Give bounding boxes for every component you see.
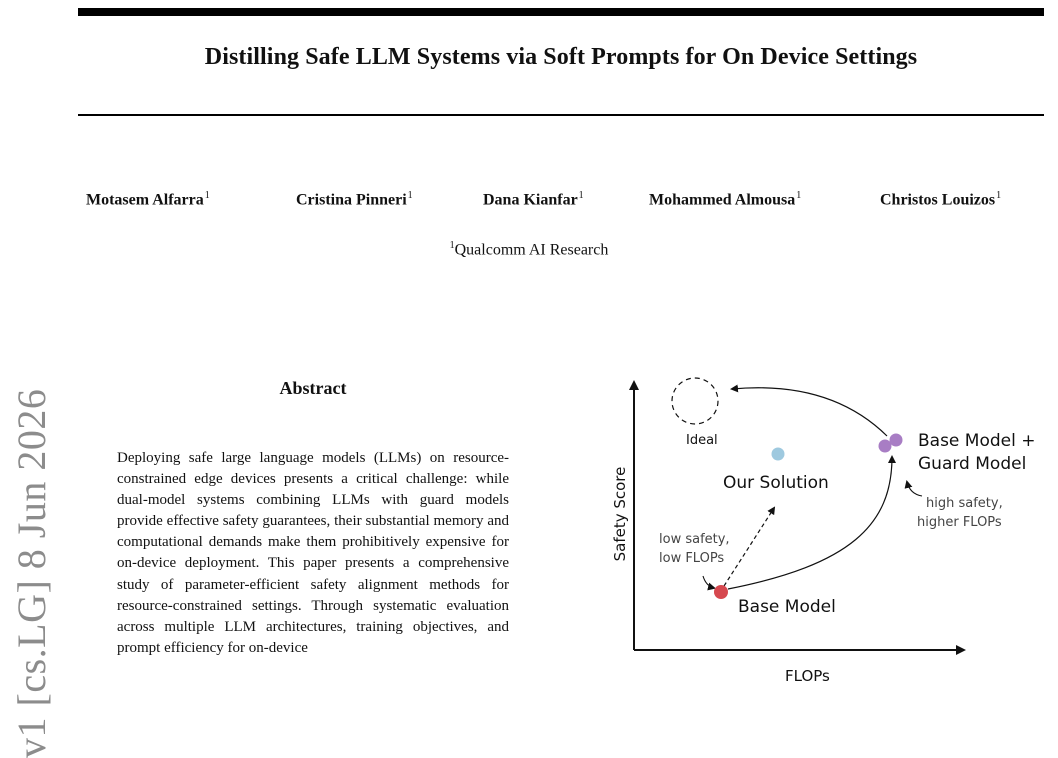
affiliation bbox=[0, 240, 1058, 259]
affiliation-name: Qualcomm AI Research bbox=[454, 241, 609, 259]
bottom-rule bbox=[78, 114, 1044, 116]
base-model-label: Base Model bbox=[738, 597, 836, 617]
safety-flops-figure bbox=[600, 360, 1036, 700]
y-axis-label: Safety Score bbox=[611, 466, 629, 562]
our-solution-point bbox=[772, 448, 785, 461]
top-rule bbox=[78, 8, 1044, 16]
base-guard-label-line2: Guard Model bbox=[918, 454, 1027, 474]
author-name: Christos Louizos bbox=[880, 191, 996, 209]
author-3 bbox=[483, 190, 584, 209]
low-annotation-line1: low safety, bbox=[659, 532, 730, 547]
abstract-heading: Abstract bbox=[279, 378, 347, 398]
author-affiliation-mark: 1 bbox=[204, 190, 210, 201]
author-name: Motasem Alfarra bbox=[86, 191, 204, 209]
author-4 bbox=[649, 190, 801, 209]
arxiv-stamp: v1 [cs.LG] 8 Jun 2026 bbox=[9, 388, 54, 758]
base-model-point bbox=[714, 585, 728, 599]
ideal-label: Ideal bbox=[686, 433, 718, 448]
author-list bbox=[0, 190, 1058, 214]
author-name: Cristina Pinneri bbox=[296, 191, 407, 209]
x-axis-label: FLOPs bbox=[785, 667, 830, 685]
low-annotation-line2: low FLOPs bbox=[659, 551, 725, 566]
low-annotation-arrow bbox=[703, 576, 714, 588]
author-1 bbox=[86, 190, 210, 209]
author-name: Dana Kianfar bbox=[483, 191, 578, 209]
arrow-base-to-solution bbox=[724, 508, 774, 586]
our-solution-label: Our Solution bbox=[723, 473, 829, 493]
base-guard-label-line1: Base Model + bbox=[918, 431, 1036, 451]
author-name: Mohammed Almousa bbox=[649, 191, 796, 209]
figure-canvas bbox=[600, 360, 1020, 700]
author-affiliation-mark: 1 bbox=[996, 190, 1002, 201]
author-affiliation-mark: 1 bbox=[796, 190, 802, 201]
high-annotation-line2: higher FLOPs bbox=[917, 515, 1002, 530]
arrow-guard-to-ideal bbox=[732, 388, 887, 436]
author-affiliation-mark: 1 bbox=[407, 190, 413, 201]
ideal-marker bbox=[672, 378, 718, 424]
author-5 bbox=[880, 190, 1001, 209]
affiliation-mark: 1 bbox=[449, 240, 455, 251]
abstract-text: Deploying safe large language models (LLMs) on resource-constrained edge devices presents a critical challenge: while dual-model systems combining LLMs with guard models provide effective safety guarantees, their substantial memory and computational demands make them prohibitively expensive for on-device deployment. This paper presents a comprehensive study of parameter-efficient safety alignment methods for resource-constrained settings. Through systematic evaluation across multiple LLM architectures, training objectives, and prompt efficiency for on-device bbox=[117, 450, 509, 656]
high-annotation-line1: high safety, bbox=[926, 496, 1003, 511]
paper-title: Distilling Safe LLM Systems via Soft Prompts for On Device Settings bbox=[204, 44, 918, 70]
author-2 bbox=[296, 190, 413, 209]
base-guard-point-2 bbox=[890, 434, 903, 447]
base-guard-point-1 bbox=[879, 440, 892, 453]
author-affiliation-mark: 1 bbox=[578, 190, 584, 201]
high-annotation-arrow bbox=[907, 482, 922, 496]
